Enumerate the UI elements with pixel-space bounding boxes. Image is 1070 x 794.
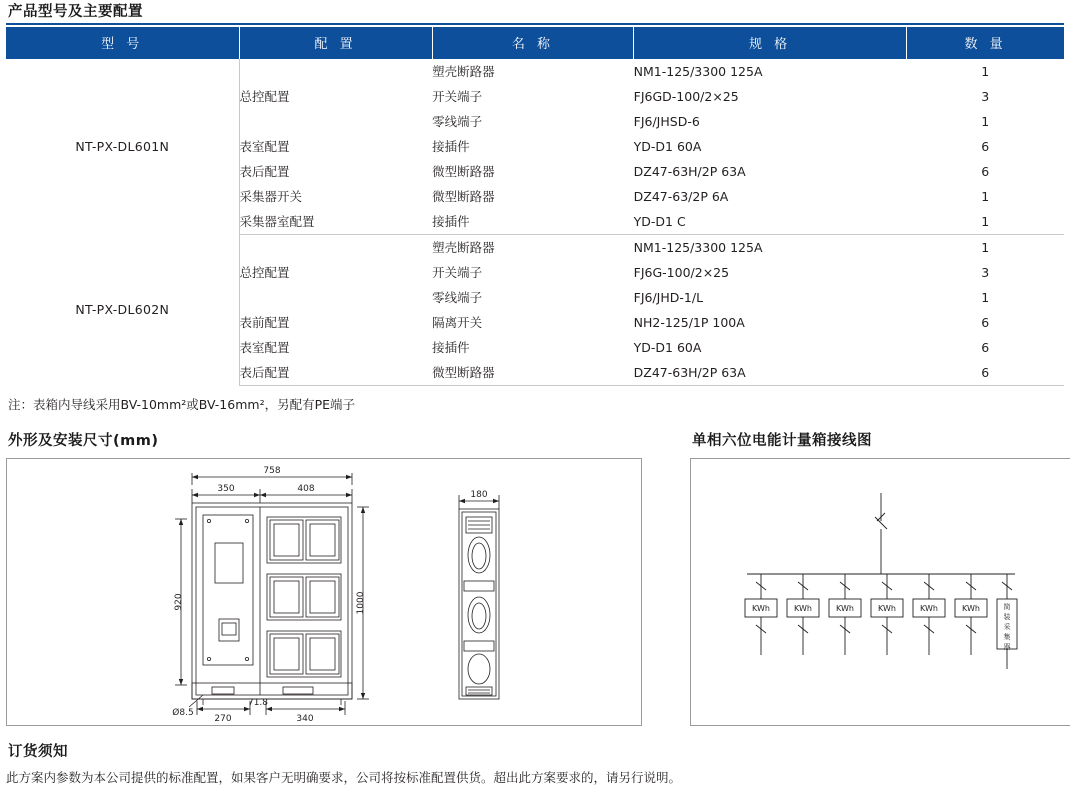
table-header (6, 27, 1064, 59)
svg-text:1000: 1000 (356, 591, 366, 615)
svg-text:Ø8.5: Ø8.5 (172, 708, 194, 718)
cell-name: 零线端子 (432, 114, 483, 129)
cell-name: 微型断路器 (432, 360, 634, 386)
cell-spec: DZ47-63/2P 6A (633, 188, 729, 204)
specification-table (6, 27, 1064, 386)
cell-config: 总控配置 (239, 89, 290, 104)
dimension-block (6, 429, 642, 726)
cell-spec: FJ6GD-100/2×25 (633, 88, 739, 104)
svg-text:KWh: KWh (962, 604, 980, 613)
svg-text:408: 408 (297, 484, 315, 494)
col-config: 配 置 (239, 27, 432, 59)
cell-model: NT-PX-DL601N (6, 59, 239, 235)
cell-spec: YD-D1 C (634, 209, 907, 235)
cell-qty: 1 (907, 209, 1064, 235)
svg-text:KWh: KWh (878, 604, 896, 613)
cell-spec: NM1-125/3300 125A (633, 239, 763, 255)
cell-qty: 1 (981, 188, 990, 204)
lower-blocks (6, 429, 1064, 726)
cell-name: 零线端子 (432, 290, 483, 305)
svg-text:KWh: KWh (794, 604, 812, 613)
wiring-diagram (691, 459, 1070, 725)
svg-text:71.8: 71.8 (247, 698, 269, 708)
cell-config: 表后配置 (239, 360, 432, 386)
cell-spec: NH2-125/1P 100A (633, 314, 745, 330)
cell-config: 采集器室配置 (239, 209, 432, 235)
dimension-drawing (7, 459, 641, 725)
cell-config: 表后配置 (239, 164, 290, 179)
svg-text:KWh: KWh (752, 604, 770, 613)
cell-qty: 1 (981, 63, 990, 79)
cell-qty: 3 (981, 264, 990, 280)
table-row (6, 59, 1064, 84)
cell-qty: 6 (981, 138, 990, 154)
cell-config: 表室配置 (239, 139, 290, 154)
cell-spec: YD-D1 60A (633, 138, 702, 154)
cell-name: 接插件 (432, 139, 470, 154)
cell-name: 接插件 (432, 340, 470, 355)
svg-text:装: 装 (1003, 613, 1011, 621)
order-text: 此方案内参数为本公司提供的标准配置，如果客户无明确要求，公司将按标准配置供货。超出此方案要求的，请另行说明。 (6, 770, 682, 786)
cell-qty: 1 (981, 289, 990, 305)
svg-text:920: 920 (174, 593, 184, 611)
svg-text:集: 集 (1003, 633, 1011, 641)
cell-spec: DZ47-63H/2P 63A (633, 163, 746, 179)
svg-text:器: 器 (1003, 643, 1011, 651)
table-header-row (6, 27, 1064, 59)
dimension-drawing-frame (6, 458, 642, 726)
cell-spec: FJ6G-100/2×25 (633, 264, 730, 280)
cell-qty: 1 (981, 113, 990, 129)
svg-text:简: 简 (1003, 603, 1011, 611)
ordering-notice (6, 740, 1064, 788)
cell-qty: 6 (981, 163, 990, 179)
cell-name: 塑壳断路器 (432, 64, 495, 79)
table-body (6, 59, 1064, 386)
cell-model: NT-PX-DL602N (6, 235, 239, 386)
col-name: 名 称 (432, 27, 634, 59)
svg-text:KWh: KWh (920, 604, 938, 613)
dimension-section-title: 外形及安装尺寸(mm) (8, 433, 159, 449)
cell-name: 微型断路器 (432, 164, 495, 179)
svg-text:采: 采 (1003, 623, 1011, 631)
svg-text:180: 180 (470, 490, 488, 500)
cell-name: 隔离开关 (432, 315, 483, 330)
table-row (6, 235, 1064, 261)
cell-qty: 6 (981, 314, 990, 330)
wiring-block (690, 429, 1070, 726)
cell-name: 接插件 (432, 209, 634, 235)
cell-config: 总控配置 (239, 265, 290, 280)
cell-qty: 3 (981, 88, 990, 104)
svg-text:350: 350 (217, 484, 235, 494)
order-section-title: 订货须知 (8, 744, 68, 761)
cell-spec: YD-D1 60A (633, 339, 702, 355)
cell-qty: 6 (981, 339, 990, 355)
cell-name: 微型断路器 (432, 189, 495, 204)
cell-config: 表前配置 (239, 315, 290, 330)
cell-qty: 1 (981, 239, 990, 255)
table-note: 注：表箱内导线采用BV-10mm²或BV-16mm²，另配有PE端子 (8, 397, 356, 412)
cell-name: 开关端子 (432, 89, 483, 104)
svg-text:KWh: KWh (836, 604, 854, 613)
wiring-diagram-frame (690, 458, 1070, 726)
cell-name: 塑壳断路器 (432, 240, 495, 255)
cell-qty: 6 (907, 360, 1064, 386)
cell-config: 采集器开关 (239, 189, 303, 204)
cell-spec: DZ47-63H/2P 63A (634, 360, 907, 386)
col-qty: 数 量 (907, 27, 1064, 59)
svg-text:758: 758 (263, 466, 281, 476)
svg-text:270: 270 (214, 714, 232, 724)
wiring-section-title: 单相六位电能计量箱接线图 (692, 433, 872, 449)
cell-config: 表室配置 (239, 340, 290, 355)
cell-spec: FJ6/JHD-1/L (633, 289, 704, 305)
cell-spec: NM1-125/3300 125A (633, 63, 763, 79)
svg-text:340: 340 (296, 714, 314, 724)
col-model: 型 号 (6, 27, 239, 59)
cell-name: 开关端子 (432, 265, 483, 280)
cell-spec: FJ6/JHSD-6 (633, 113, 700, 129)
col-spec: 规 格 (634, 27, 907, 59)
spec-section-title: 产品型号及主要配置 (6, 0, 1064, 25)
